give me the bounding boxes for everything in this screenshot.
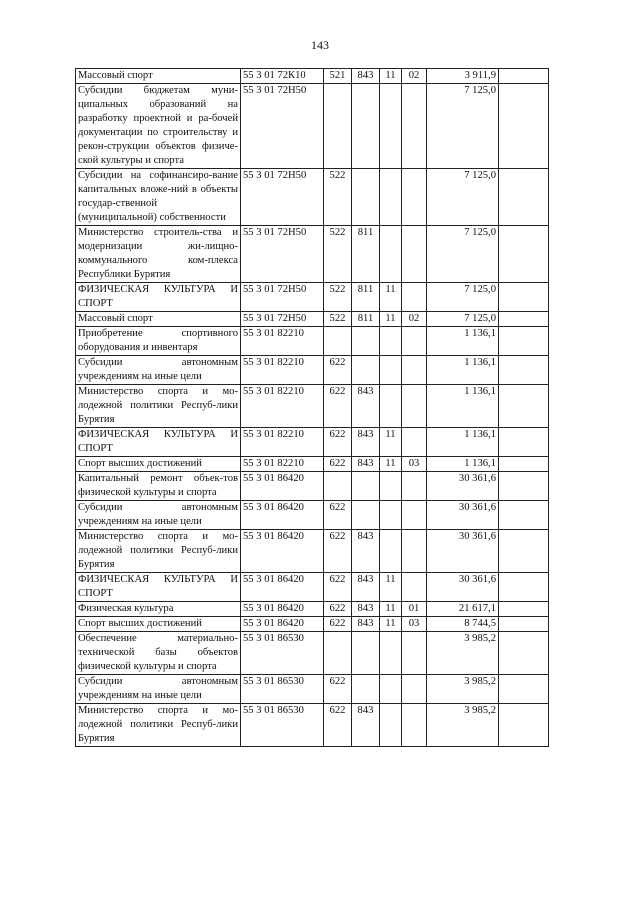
row-expense-type-cell: 521	[324, 69, 352, 84]
row-ministry-cell	[352, 169, 380, 226]
row-amount-cell: 30 361,6	[427, 530, 499, 573]
row-code-cell: 55 3 01 86420	[241, 602, 324, 617]
row-section-cell: 11	[380, 617, 402, 632]
row-ministry-cell: 843	[352, 704, 380, 747]
row-extra-cell	[499, 385, 549, 428]
row-code-cell: 55 3 01 86420	[241, 530, 324, 573]
row-expense-type-cell: 622	[324, 617, 352, 632]
row-ministry-cell: 843	[352, 617, 380, 632]
row-amount-cell: 3 985,2	[427, 675, 499, 704]
row-extra-cell	[499, 356, 549, 385]
row-section-cell: 11	[380, 312, 402, 327]
row-code-cell: 55 3 01 86420	[241, 617, 324, 632]
row-ministry-cell	[352, 501, 380, 530]
row-name-cell: ФИЗИЧЕСКАЯ КУЛЬТУРА И СПОРТ	[76, 573, 241, 602]
row-amount-cell: 30 361,6	[427, 573, 499, 602]
row-code-cell: 55 3 01 86420	[241, 573, 324, 602]
row-subsection-cell: 01	[402, 602, 427, 617]
row-ministry-cell	[352, 84, 380, 169]
row-name-cell: Капитальный ремонт объек-тов физической культуры и спорта	[76, 472, 241, 501]
row-code-cell: 55 3 01 82210	[241, 327, 324, 356]
table-row	[76, 428, 549, 457]
row-name-cell: Субсидии автономным учреждениям на иные цели	[76, 675, 241, 704]
row-expense-type-cell: 622	[324, 530, 352, 573]
table-row	[76, 327, 549, 356]
row-amount-cell: 1 136,1	[427, 356, 499, 385]
row-code-cell: 55 3 01 72К10	[241, 69, 324, 84]
row-amount-cell: 7 125,0	[427, 84, 499, 169]
row-extra-cell	[499, 704, 549, 747]
table-row	[76, 617, 549, 632]
row-ministry-cell: 843	[352, 602, 380, 617]
page-number: 143	[311, 38, 329, 52]
row-ministry-cell	[352, 327, 380, 356]
row-ministry-cell: 811	[352, 226, 380, 283]
row-subsection-cell	[402, 704, 427, 747]
row-amount-cell: 7 125,0	[427, 226, 499, 283]
row-subsection-cell: 02	[402, 69, 427, 84]
row-subsection-cell	[402, 226, 427, 283]
row-code-cell: 55 3 01 82210	[241, 428, 324, 457]
row-section-cell: 11	[380, 69, 402, 84]
row-section-cell	[380, 501, 402, 530]
row-extra-cell	[499, 283, 549, 312]
row-extra-cell	[499, 501, 549, 530]
row-extra-cell	[499, 169, 549, 226]
row-amount-cell: 3 985,2	[427, 704, 499, 747]
row-extra-cell	[499, 617, 549, 632]
row-amount-cell: 1 136,1	[427, 327, 499, 356]
table-row	[76, 501, 549, 530]
row-expense-type-cell	[324, 632, 352, 675]
row-expense-type-cell: 622	[324, 602, 352, 617]
table-row	[76, 632, 549, 675]
row-name-cell: Министерство спорта и мо-лодежной политики Респуб-лики Бурятия	[76, 385, 241, 428]
row-section-cell	[380, 675, 402, 704]
table-row	[76, 169, 549, 226]
row-expense-type-cell: 522	[324, 169, 352, 226]
row-extra-cell	[499, 530, 549, 573]
row-code-cell: 55 3 01 72Н50	[241, 226, 324, 283]
row-name-cell: Физическая культура	[76, 602, 241, 617]
row-expense-type-cell: 522	[324, 312, 352, 327]
row-expense-type-cell	[324, 84, 352, 169]
row-section-cell	[380, 226, 402, 283]
row-section-cell: 11	[380, 573, 402, 602]
row-name-cell: Субсидии бюджетам муни-ципальных образований на разработку проектной и ра-бочей документации по строительству и рекон-струкции объектов физиче-ской культуры и спорта	[76, 84, 241, 169]
row-code-cell: 55 3 01 82210	[241, 457, 324, 472]
row-subsection-cell	[402, 169, 427, 226]
table-row	[76, 226, 549, 283]
table-row	[76, 283, 549, 312]
row-expense-type-cell: 522	[324, 283, 352, 312]
row-amount-cell: 8 744,5	[427, 617, 499, 632]
row-code-cell: 55 3 01 72Н50	[241, 84, 324, 169]
table-row	[76, 385, 549, 428]
row-ministry-cell: 843	[352, 385, 380, 428]
row-code-cell: 55 3 01 72Н50	[241, 312, 324, 327]
row-amount-cell: 7 125,0	[427, 312, 499, 327]
table-row	[76, 457, 549, 472]
row-amount-cell: 1 136,1	[427, 428, 499, 457]
row-code-cell: 55 3 01 82210	[241, 356, 324, 385]
row-subsection-cell	[402, 428, 427, 457]
row-extra-cell	[499, 226, 549, 283]
table-row	[76, 472, 549, 501]
table-row	[76, 530, 549, 573]
row-amount-cell: 1 136,1	[427, 385, 499, 428]
table-row	[76, 704, 549, 747]
row-extra-cell	[499, 69, 549, 84]
row-ministry-cell: 843	[352, 530, 380, 573]
row-name-cell: Массовый спорт	[76, 69, 241, 84]
row-expense-type-cell: 622	[324, 501, 352, 530]
table-row	[76, 602, 549, 617]
row-section-cell	[380, 632, 402, 675]
row-section-cell: 11	[380, 283, 402, 312]
budget-table-body	[76, 69, 549, 747]
row-section-cell: 11	[380, 457, 402, 472]
row-amount-cell: 3 911,9	[427, 69, 499, 84]
row-section-cell	[380, 84, 402, 169]
row-expense-type-cell: 622	[324, 573, 352, 602]
row-name-cell: ФИЗИЧЕСКАЯ КУЛЬТУРА И СПОРТ	[76, 283, 241, 312]
row-extra-cell	[499, 573, 549, 602]
row-section-cell: 11	[380, 428, 402, 457]
row-ministry-cell: 843	[352, 428, 380, 457]
row-extra-cell	[499, 312, 549, 327]
row-amount-cell: 21 617,1	[427, 602, 499, 617]
row-name-cell: Обеспечение материально-технической базы объектов физической культуры и спорта	[76, 632, 241, 675]
row-subsection-cell	[402, 327, 427, 356]
row-subsection-cell	[402, 675, 427, 704]
row-amount-cell: 7 125,0	[427, 283, 499, 312]
row-code-cell: 55 3 01 86530	[241, 675, 324, 704]
row-ministry-cell: 843	[352, 69, 380, 84]
row-name-cell: Спорт высших достижений	[76, 457, 241, 472]
row-amount-cell: 30 361,6	[427, 501, 499, 530]
row-code-cell: 55 3 01 86530	[241, 704, 324, 747]
row-code-cell: 55 3 01 82210	[241, 385, 324, 428]
table-row	[76, 675, 549, 704]
row-extra-cell	[499, 84, 549, 169]
row-code-cell: 55 3 01 86420	[241, 501, 324, 530]
row-expense-type-cell: 622	[324, 675, 352, 704]
row-ministry-cell	[352, 356, 380, 385]
row-subsection-cell	[402, 283, 427, 312]
table-row	[76, 573, 549, 602]
row-ministry-cell: 843	[352, 573, 380, 602]
row-extra-cell	[499, 602, 549, 617]
row-section-cell	[380, 356, 402, 385]
row-subsection-cell	[402, 530, 427, 573]
row-subsection-cell: 03	[402, 617, 427, 632]
row-ministry-cell	[352, 472, 380, 501]
row-expense-type-cell	[324, 472, 352, 501]
row-ministry-cell: 811	[352, 283, 380, 312]
table-row	[76, 84, 549, 169]
row-code-cell: 55 3 01 72Н50	[241, 169, 324, 226]
row-name-cell: Министерство спорта и мо-лодежной политики Респуб-лики Бурятия	[76, 704, 241, 747]
row-expense-type-cell: 622	[324, 428, 352, 457]
row-name-cell: Субсидии автономным учреждениям на иные цели	[76, 501, 241, 530]
row-section-cell	[380, 472, 402, 501]
row-amount-cell: 7 125,0	[427, 169, 499, 226]
row-extra-cell	[499, 428, 549, 457]
table-row	[76, 312, 549, 327]
row-ministry-cell	[352, 675, 380, 704]
row-ministry-cell	[352, 632, 380, 675]
row-section-cell	[380, 327, 402, 356]
row-ministry-cell: 843	[352, 457, 380, 472]
row-subsection-cell: 03	[402, 457, 427, 472]
row-code-cell: 55 3 01 86530	[241, 632, 324, 675]
row-ministry-cell: 811	[352, 312, 380, 327]
row-extra-cell	[499, 457, 549, 472]
row-subsection-cell	[402, 356, 427, 385]
row-name-cell: Массовый спорт	[76, 312, 241, 327]
row-amount-cell: 30 361,6	[427, 472, 499, 501]
row-name-cell: Субсидии автономным учреждениям на иные цели	[76, 356, 241, 385]
budget-table	[75, 68, 549, 747]
row-code-cell: 55 3 01 86420	[241, 472, 324, 501]
row-subsection-cell: 02	[402, 312, 427, 327]
row-subsection-cell	[402, 632, 427, 675]
row-subsection-cell	[402, 385, 427, 428]
row-amount-cell: 3 985,2	[427, 632, 499, 675]
row-amount-cell: 1 136,1	[427, 457, 499, 472]
table-row	[76, 69, 549, 84]
row-subsection-cell	[402, 501, 427, 530]
row-subsection-cell	[402, 84, 427, 169]
row-expense-type-cell: 622	[324, 356, 352, 385]
row-extra-cell	[499, 632, 549, 675]
row-name-cell: Спорт высших достижений	[76, 617, 241, 632]
row-name-cell: Приобретение спортивного оборудования и инвентаря	[76, 327, 241, 356]
row-section-cell	[380, 704, 402, 747]
table-row	[76, 356, 549, 385]
row-expense-type-cell: 522	[324, 226, 352, 283]
row-expense-type-cell: 622	[324, 704, 352, 747]
row-extra-cell	[499, 675, 549, 704]
row-subsection-cell	[402, 573, 427, 602]
row-name-cell: Министерство строитель-ства и модернизации жи-лищно-коммунального ком-плекса Республики Бурятия	[76, 226, 241, 283]
row-expense-type-cell: 622	[324, 385, 352, 428]
row-section-cell	[380, 530, 402, 573]
row-section-cell	[380, 169, 402, 226]
row-extra-cell	[499, 472, 549, 501]
row-subsection-cell	[402, 472, 427, 501]
row-section-cell	[380, 385, 402, 428]
row-expense-type-cell: 622	[324, 457, 352, 472]
row-code-cell: 55 3 01 72Н50	[241, 283, 324, 312]
row-extra-cell	[499, 327, 549, 356]
row-expense-type-cell	[324, 327, 352, 356]
row-name-cell: Министерство спорта и мо-лодежной политики Респуб-лики Бурятия	[76, 530, 241, 573]
row-name-cell: ФИЗИЧЕСКАЯ КУЛЬТУРА И СПОРТ	[76, 428, 241, 457]
row-section-cell: 11	[380, 602, 402, 617]
row-name-cell: Субсидии на софинансиро-вание капитальных вложе-ний в объекты государ-ственной (муниципальной) собственности	[76, 169, 241, 226]
